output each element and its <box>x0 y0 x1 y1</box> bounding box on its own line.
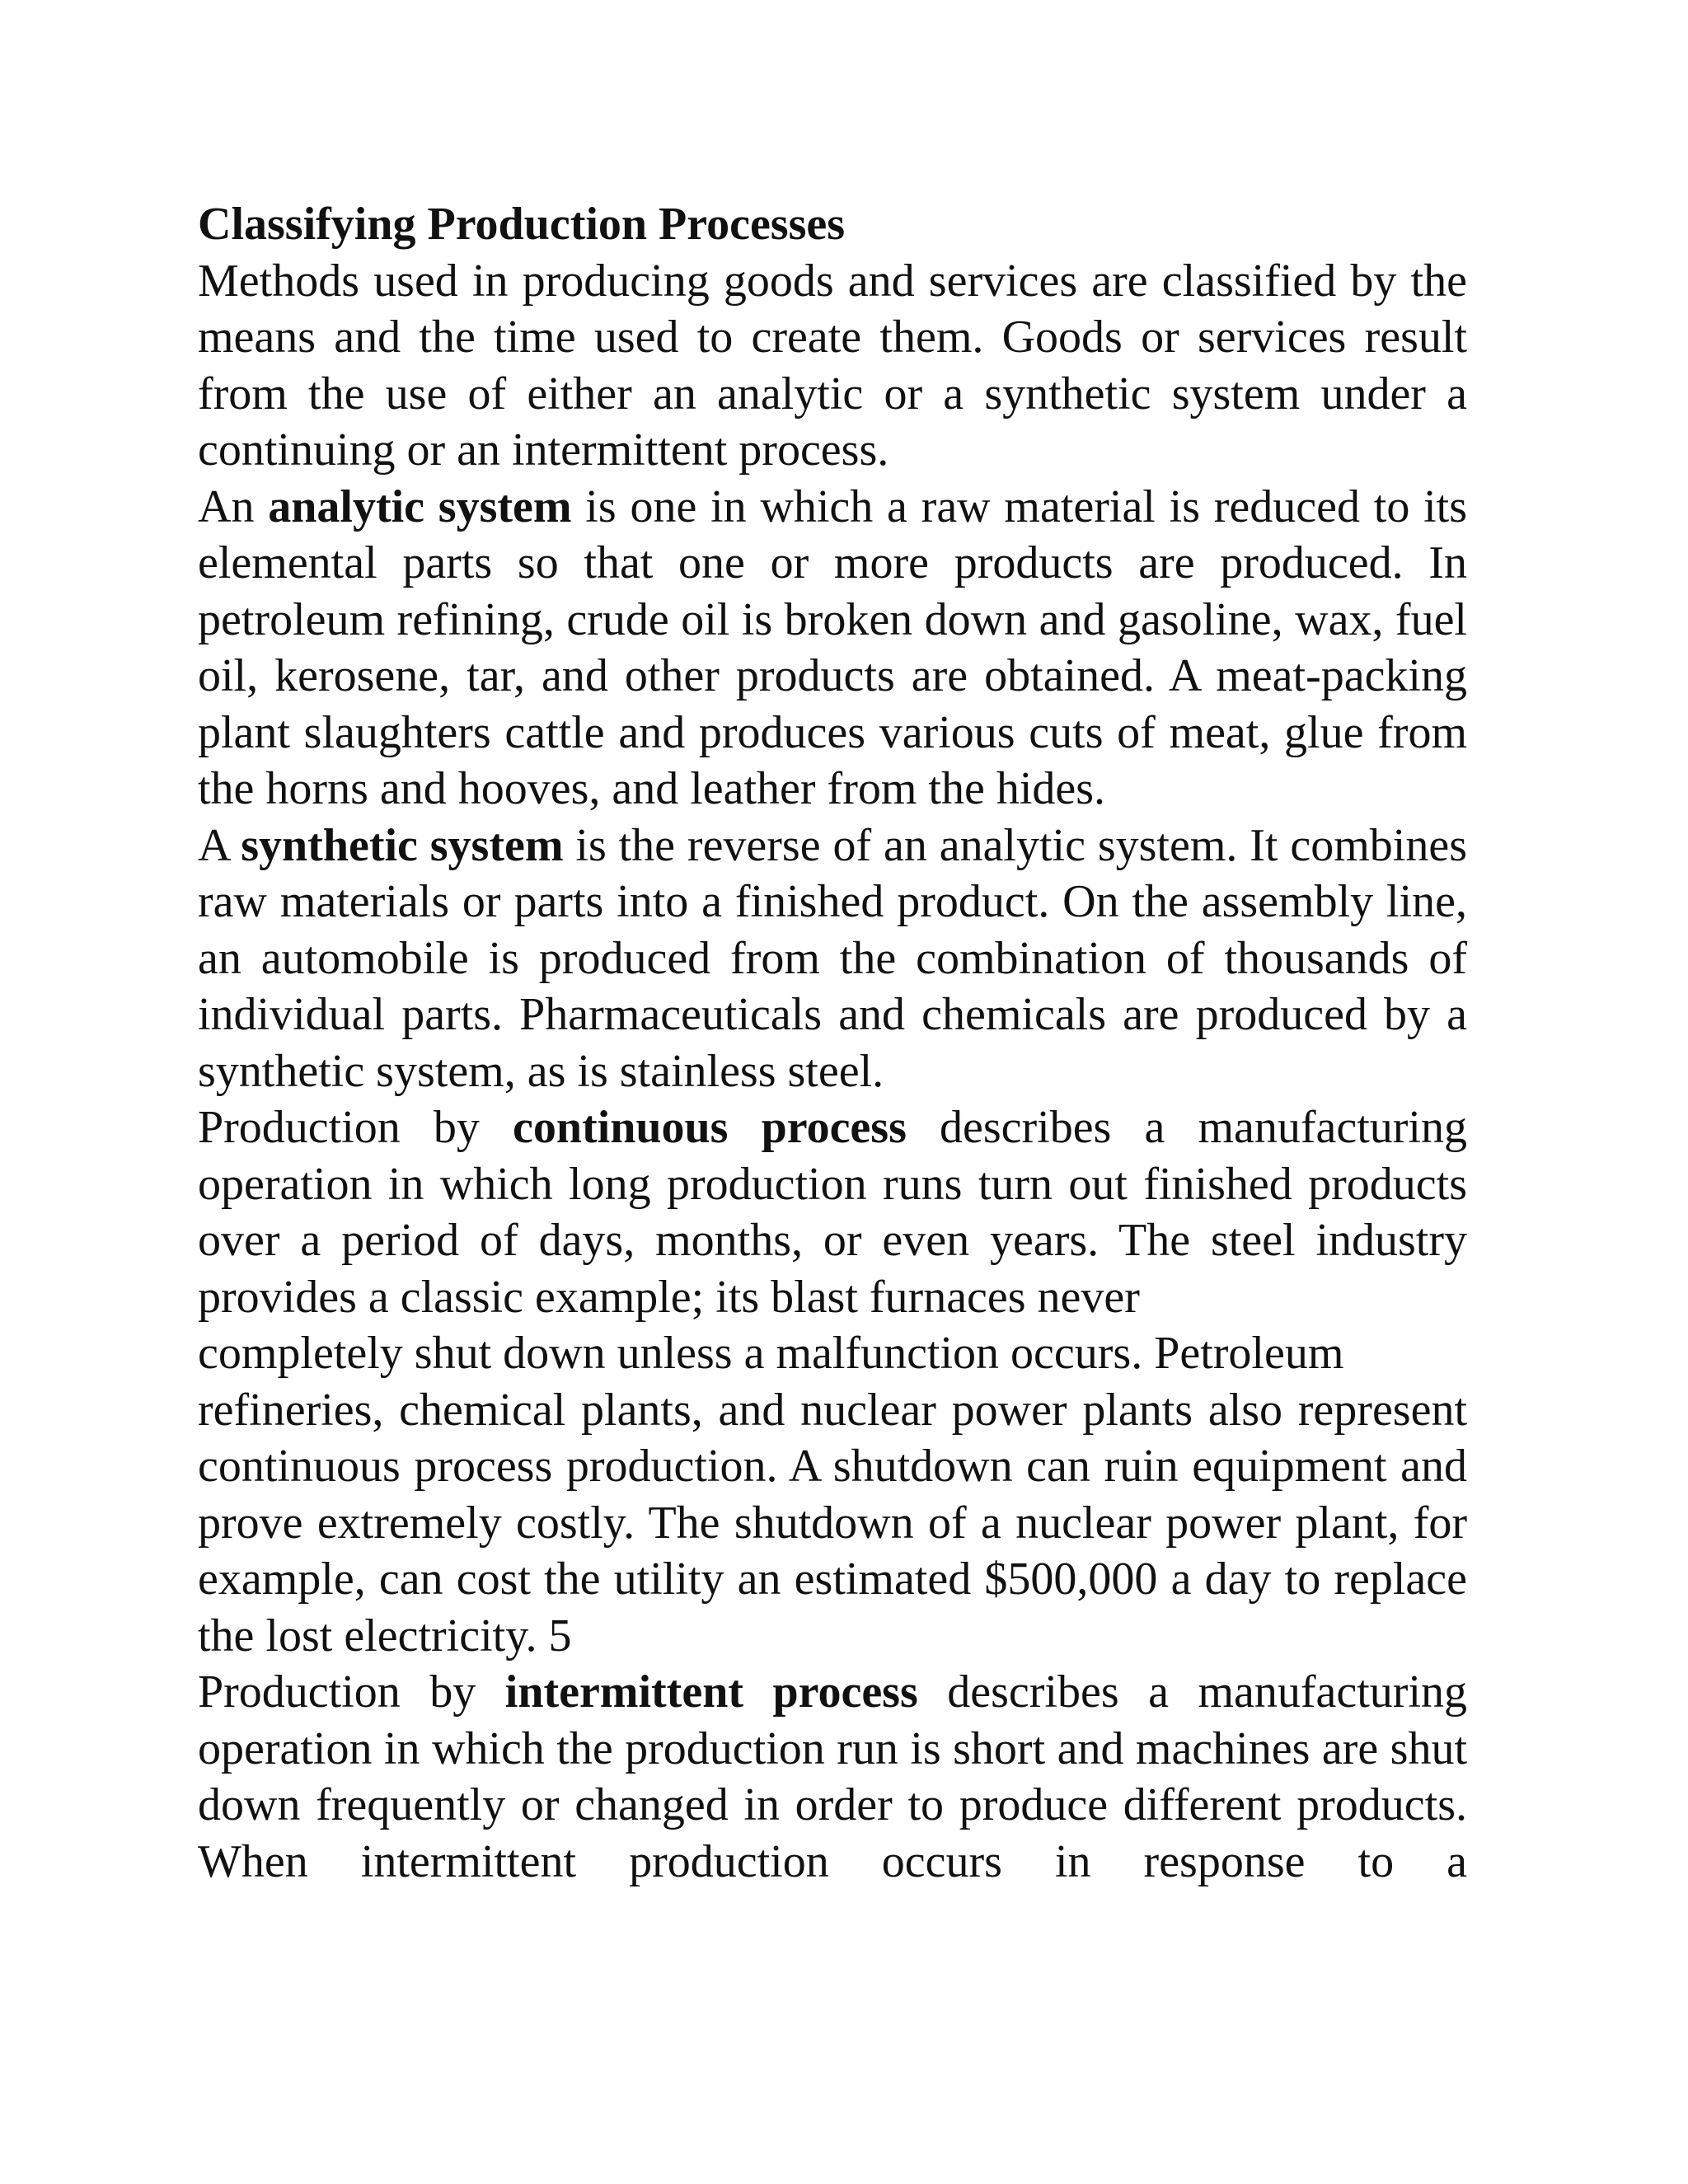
analytic-text: is one in which a raw material is reduced to its elemental parts so that one or more products are produced. In petroleum refining, crude oil is broken down and gasoline, wax, fuel oil, kerosene, tar, and other products are obtained. A meat-packing plant slaughters cattle and produces various cuts of meat, glue from the horns and hooves, and leather from the hides. <box>198 480 1468 814</box>
synthetic-text: is the reverse of an analytic system. It combines raw materials or parts into a finished product. On the assembly line, an automobile is produced from the combination of thousands of individual parts. Pharmaceuticals and chemicals are produced by a synthetic system, as is stainless steel. <box>198 819 1467 1097</box>
analytic-paragraph <box>198 479 1467 818</box>
continuous-term: continuous process <box>513 1102 907 1153</box>
analytic-term: analytic system <box>268 480 572 532</box>
continuous-text-a: describes a manufacturing operation in which long production runs turn out finished products over a period of days, months, or even years. The steel industry provides a classic example; its blast furnaces never <box>198 1102 1467 1323</box>
synthetic-lead: A <box>198 819 241 871</box>
document-page <box>198 196 1467 1890</box>
continuous-text-b: refineries, chemical plants, and nuclear power plants also represent continuous process production. A shutdown can ruin equipment and prove extremely costly. The shutdown of a nuclear power plant, for example, can cost the utility an estimated $500,000 a day to replace the lost electricity. 5 <box>198 1384 1467 1661</box>
continuous-text-break: completely shut down unless a malfunction occurs. Petroleum <box>198 1328 1344 1379</box>
continuous-lead: Production by <box>198 1102 513 1153</box>
intermittent-paragraph <box>198 1664 1467 1890</box>
continuous-paragraph <box>198 1099 1467 1664</box>
intermittent-lead: Production by <box>198 1666 505 1718</box>
synthetic-term: synthetic system <box>241 819 564 871</box>
synthetic-paragraph <box>198 818 1467 1100</box>
intermittent-text: describes a manufacturing operation in which the production run is short and machines are shut down frequently or changed in order to produce different products. When intermittent production occurs in response to a <box>198 1666 1468 1887</box>
intermittent-term: intermittent process <box>504 1666 918 1718</box>
analytic-lead: An <box>198 480 269 532</box>
document-title: Classifying Production Processes <box>198 199 846 250</box>
intro-paragraph: Methods used in producing goods and services are classified by the means and the time used to create them. Goods or services result from the use of either an analytic or a synthetic system under a continuing or an intermittent process. <box>198 255 1467 476</box>
